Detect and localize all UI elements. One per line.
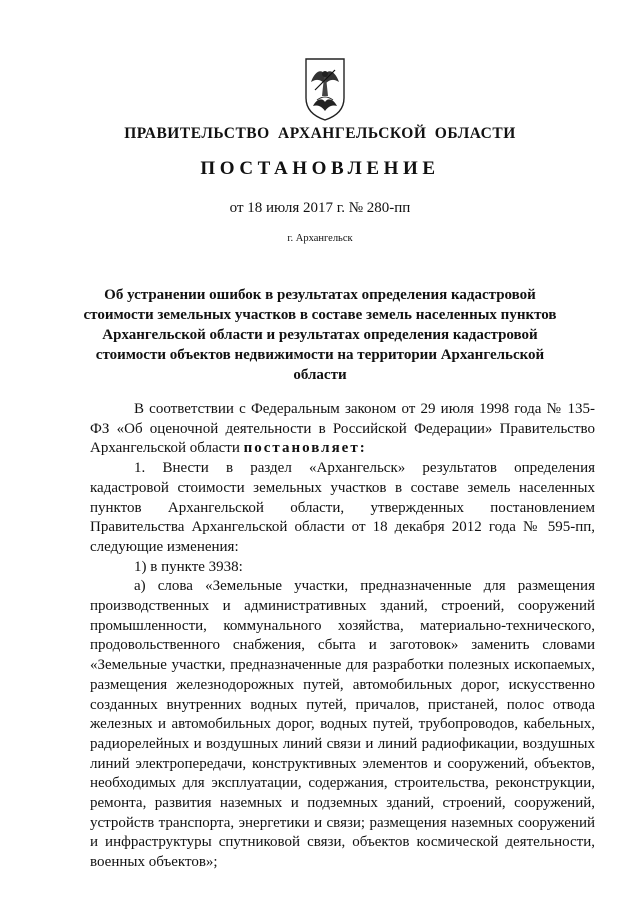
paragraph-item-1: 1. Внести в раздел «Архангельск» результатов определения кадастровой стоимости земельных участков в составе земель населенных пунктов Архангельской области, утвержденных постановлением Правительства Архангельской области от 18 декабря 2012 года № 595-пп, следующие изменения: [90, 460, 595, 555]
paragraph-preamble [90, 400, 595, 459]
preamble-colon: : [359, 440, 365, 457]
resolves-word: постановляет [243, 440, 360, 457]
document-heading: Об устранении ошибок в результатах определения кадастровой стоимости земельных участков в составе земель населенных пунктов Архангельской области и результатах определения кадастровой стоимости объектов недвижимости на территории Архангельской области [83, 287, 557, 383]
paragraph-subitem-a: а) слова «Земельные участки, предназначенные для размещения производственных и административных зданий, строений, сооружений промышленности, коммунального хозяйства, материально-технического, продовольственного снабжения, сбыта и заготовок» заменить словами «Земельные участки, предназначенные для разработки полезных ископаемых, размещения железнодорожных путей, автомобильных дорог, искусственно созданных внутренних водных путей, причалов, пристаней, полос отвода железных и автомобильных дорог, водных путей, трубопроводов, кабельных, радиорелейных и воздушных линий связи и линий радиофикации, воздушных линий электропередачи, конструктивных элементов и сооружений, объектов, необходимых для эксплуатации, содержания, строительства, реконструкции, ремонта, развития наземных и подземных зданий, строений, сооружений, устройств транспорта, энергетики и связи; размещения наземных сооружений и инфраструктуры спутниковой связи, объектов космической деятельности, военных объектов»; [90, 578, 595, 871]
document-body [90, 400, 595, 873]
paragraph-subitem-1: 1) в пункте 3938: [134, 558, 243, 575]
coat-of-arms-emblem [303, 56, 347, 122]
document-type: ПОСТАНОВЛЕНИЕ [200, 158, 440, 179]
preamble-text: В соответствии с Федеральным законом от 29 июля 1998 года № 135-ФЗ «Об оценочной деятельности в Российской Федерации» Правительство Архангельской области [90, 401, 595, 457]
document-city: г. Архангельск [287, 233, 353, 244]
document-date-number: от 18 июля 2017 г. № 280-пп [229, 200, 411, 216]
government-title: ПРАВИТЕЛЬСТВО АРХАНГЕЛЬСКОЙ ОБЛАСТИ [124, 125, 516, 142]
